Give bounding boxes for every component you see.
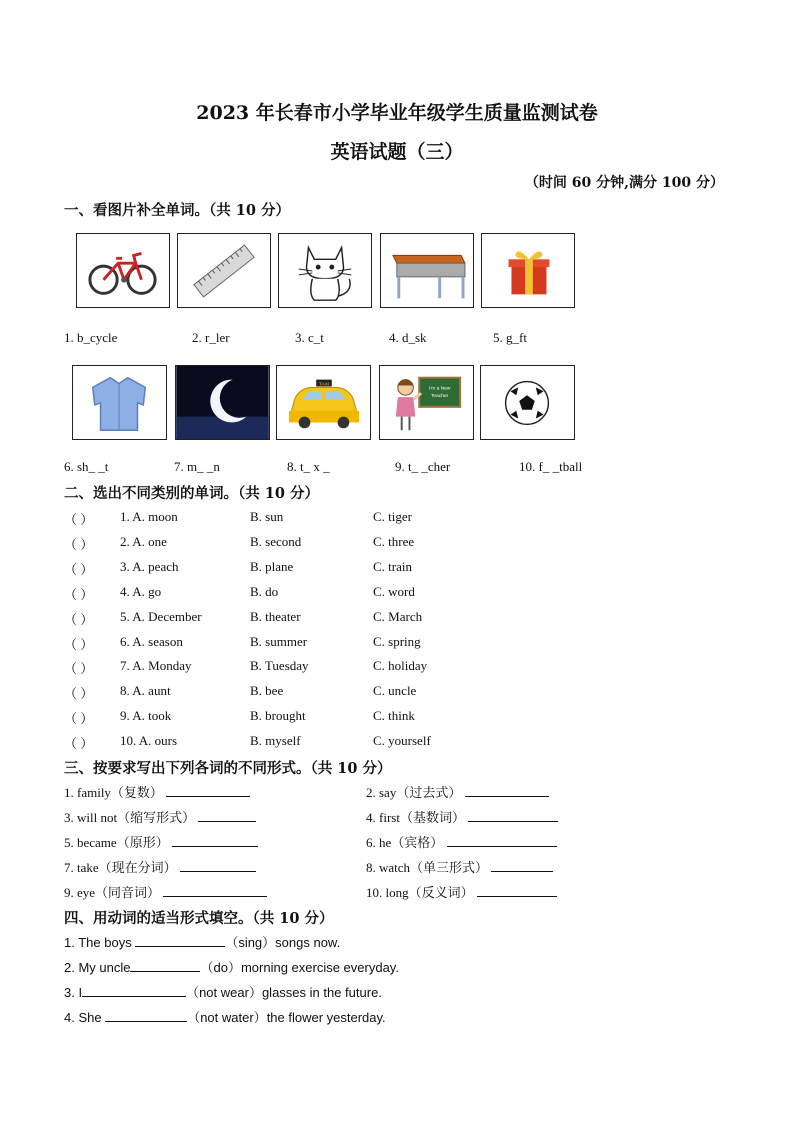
option-c: C. tiger (373, 509, 412, 524)
choice-row (0, 609, 794, 629)
answer-paren[interactable]: （ ） (64, 561, 94, 577)
word-9: 9. t_ _cher (395, 459, 451, 474)
choice-row (0, 559, 794, 579)
option-b: B. second (250, 533, 302, 549)
answer-blank[interactable] (130, 959, 200, 972)
section1-heading: 一、看图片补全单词。（共 10 分） (64, 202, 291, 219)
form-item: 5. became（原形） (64, 832, 258, 851)
form-item: 9. eye（同音词） (64, 882, 267, 901)
choice-row (0, 534, 794, 554)
form-item: 3. will not（缩写形式） (64, 807, 256, 826)
word-1: 1. b_cycle (64, 330, 118, 345)
answer-blank[interactable] (180, 859, 256, 872)
word-7: 7. m_ _n (174, 459, 220, 474)
option-a: 8. A. aunt (120, 683, 171, 699)
answer-blank[interactable] (465, 784, 549, 797)
option-c: C. uncle (373, 683, 417, 699)
word-4: 4. d_sk (389, 330, 427, 345)
option-a: 7. A. Monday (120, 658, 192, 674)
answer-blank[interactable] (82, 984, 186, 997)
answer-blank[interactable] (477, 884, 557, 897)
answer-blank[interactable] (198, 809, 256, 822)
word-10: 10. f_ _tball (519, 459, 583, 474)
word-3: 3. c_t (295, 330, 324, 345)
option-c: C. think (373, 708, 415, 724)
option-c: C. yourself (373, 733, 431, 749)
answer-paren[interactable]: （ ） (64, 661, 94, 677)
option-b: B. sun (250, 509, 284, 524)
option-c: C. spring (373, 633, 421, 649)
choice-row (0, 733, 794, 753)
answer-blank[interactable] (105, 1009, 187, 1022)
answer-blank[interactable] (491, 859, 553, 872)
fill-item: 1. The boys （sing）songs now. (64, 935, 341, 950)
option-b: B. myself (250, 733, 301, 749)
answer-blank[interactable] (166, 784, 250, 797)
taxi-icon (276, 365, 371, 440)
option-a: 2. A. one (120, 533, 167, 549)
answer-blank[interactable] (163, 884, 267, 897)
answer-blank[interactable] (468, 809, 558, 822)
section2-heading: 二、选出不同类别的单词。（共 10 分） (64, 485, 320, 502)
exam-meta: （时间 60 分钟,满分 100 分） (524, 175, 724, 191)
word-2: 2. r_ler (192, 330, 230, 345)
section3-heading: 三、按要求写出下列各词的不同形式。（共 10 分） (64, 760, 392, 777)
option-c: C. March (373, 608, 423, 624)
option-a: 6. A. season (120, 633, 183, 649)
answer-paren[interactable]: （ ） (64, 636, 94, 652)
word-8: 8. t_ x _ (287, 459, 330, 474)
form-item: 6. he（宾格） (366, 832, 557, 851)
fill-item: 2. My uncle （do）morning exercise everyday. (64, 960, 399, 975)
choice-row (0, 509, 794, 529)
svg-text:TAXI: TAXI (318, 382, 330, 388)
answer-paren[interactable]: （ ） (64, 611, 94, 627)
option-a: 9. A. took (120, 708, 172, 724)
option-b: B. theater (250, 608, 301, 624)
choice-row (0, 683, 794, 703)
page-title: 2023 年长春市小学毕业年级学生质量监测试卷 (196, 102, 598, 124)
option-b: B. brought (250, 708, 306, 724)
option-a: 5. A. December (120, 608, 202, 624)
option-b: B. summer (250, 633, 308, 649)
form-item: 8. watch（单三形式） (366, 857, 553, 876)
form-item: 10. long（反义词） (366, 882, 557, 901)
option-b: B. bee (250, 683, 284, 699)
football-icon (480, 365, 575, 440)
moon-icon (175, 365, 270, 440)
form-item: 2. say（过去式） (366, 782, 549, 801)
word-5: 5. g_ft (493, 330, 527, 345)
option-a: 10. A. ours (120, 733, 178, 749)
answer-paren[interactable]: （ ） (64, 586, 94, 602)
cat-icon (278, 233, 372, 308)
answer-paren[interactable]: （ ） (64, 686, 94, 702)
gift-icon (481, 233, 575, 308)
choice-row (0, 658, 794, 678)
form-item: 1. family（复数） (64, 782, 250, 801)
option-a: 3. A. peach (120, 558, 179, 574)
section4-heading: 四、用动词的适当形式填空。（共 10 分） (64, 910, 334, 927)
desk-icon (380, 233, 474, 308)
choice-row (0, 634, 794, 654)
option-b: B. plane (250, 558, 294, 574)
form-item: 7. take（现在分词） (64, 857, 256, 876)
option-a: 1. A. moon (120, 509, 178, 524)
answer-blank[interactable] (172, 834, 258, 847)
option-a: 4. A. go (120, 583, 162, 599)
shirt-icon (72, 365, 167, 440)
page-subtitle: 英语试题（三） (330, 141, 464, 163)
ruler-icon (177, 233, 271, 308)
answer-paren[interactable]: （ ） (64, 536, 94, 552)
teacher-icon (379, 365, 474, 440)
option-c: C. word (373, 583, 415, 599)
bicycle-icon (76, 233, 170, 308)
fill-item: 3. I （not wear）glasses in the future. (64, 985, 382, 1000)
form-item: 4. first（基数词） (366, 807, 558, 826)
word-6: 6. sh_ _t (64, 459, 109, 474)
option-b: B. do (250, 583, 279, 599)
choice-row (0, 584, 794, 604)
option-c: C. holiday (373, 658, 428, 674)
answer-blank[interactable] (135, 934, 225, 947)
svg-text:Teacher: Teacher (430, 394, 449, 400)
answer-paren[interactable]: （ ） (64, 711, 94, 727)
answer-blank[interactable] (447, 834, 557, 847)
answer-paren[interactable]: （ ） (64, 512, 94, 527)
option-c: C. three (373, 533, 415, 549)
svg-text:I'm a New: I'm a New (428, 386, 451, 392)
answer-paren[interactable]: （ ） (64, 736, 94, 752)
option-c: C. train (373, 558, 412, 574)
choice-row (0, 708, 794, 728)
option-b: B. Tuesday (250, 658, 309, 674)
fill-item: 4. She （not water）the flower yesterday. (64, 1010, 386, 1025)
